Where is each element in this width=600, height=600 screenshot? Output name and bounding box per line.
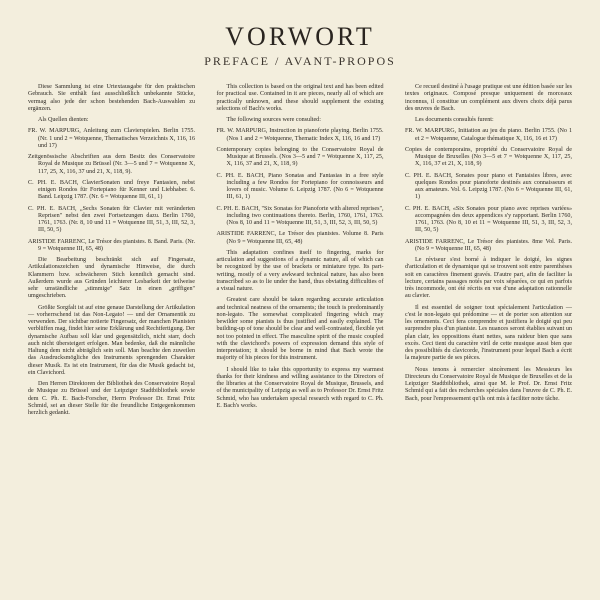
french-column — [405, 84, 572, 421]
english-source-3: C. PH. E. BACH, Piano Sonatas and Fantasias in a free style including a few Rondos for Fortepiano for connoisseurs and lovers of music. Volume 6. Leipzig 1787. (No 6 = Wotquenne III, 61, 1) — [216, 172, 384, 201]
english-source-1: FR. W. MARPURG, Instruction in pianoforte playing. Berlin 1755. (Nos 1 and 2 = Wotquenne, Thematic Index X, 116, 16 and 17) — [216, 128, 384, 142]
french-source-4: C. PH. E. BACH, «Six Sonates pour piano avec reprises variées» accompagnées des deux appendices s'y rapportant. Berlin 1760, 1761, 1763. (No 8, 10 et 11 = Wotquenne III, 51, 3, III, 52, 3, III, 50, 5) — [405, 205, 572, 234]
german-sources-heading: Als Quellen dienten: — [38, 117, 89, 123]
english-source-4: C. PH. E. BACH, "Six Sonatas for Pianoforte with altered reprises", including two continuations thereto. Berlin, 1760, 1761, 1763. (Nos 8, 10 and 11 = Wotquenne III, 51, 3, III, 52, 3, III, 50, 5) — [216, 205, 384, 226]
french-paragraph-4: Nous tenons à remercier sincèrement les Messieurs les Directeurs du Conservatoire Royal de Musique de Bruxelles et de la Leipziger Stadtbibliothek, ainsi que M. le Prof. Dr. Ernst Fritz Schmid qui a fait des recherches spéciales dans l'œuvre de C. Ph. E. Bach, pour l'empressement qu'ils ont mis à faciliter notre tâche. — [405, 366, 572, 402]
french-source-5: ARISTIDE FARRENC, Le Trésor des pianistes. 8me Vol. Paris. (No 9 = Wotquenne III, 65, 48) — [405, 238, 572, 252]
english-sources-heading: The following sources were consulted: — [226, 117, 321, 123]
german-source-2: Zeitgenössische Abschriften aus dem Besitz des Conservatoire Royal de Musique zu Brüssel (Nr. 3—5 und 7 = Wotquenne X, 117, 25, X, 116, 37 und 21, X, 118, 9). — [28, 154, 195, 175]
german-paragraph-4: Den Herren Direktoren der Bibliothek des Conservatoire Royal de Musique zu Brüssel und der Leipziger Stadtbibliothek sowie dem C. Ph. E. Bach-Forscher, Herrn Professor Dr. Ernst Fritz Schmid, sei an dieser Stelle für die freundliche Entgegenkommen herzlich gedankt. — [28, 381, 195, 416]
french-paragraph-2: Le réviseur s'est borné à indiquer le doigté, les signes d'articulation et de dynamique qui se trouvent soit entre parenthèses soit en caractères finement gravés. D'autre part, afin de faciliter la lecture, certains passages notés par voix séparées, ce qui en parfois très incommode, ont été récrits en vue d'une adaptation rationnelle au clavier. — [405, 257, 572, 300]
french-intro: Ce recueil destiné à l'usage pratique est une édition basée sur les textes originaux. Composé presque uniquement de morceaux inconnus, il constitue un complément aux divers choix déjà parus des œuvres de Bach. — [405, 84, 572, 112]
german-source-1: FR. W. MARPURG, Anleitung zum Clavierspielen. Berlin 1755. (Nr. 1 und 2 = Wotquenne, Thematisches Verzeichnis X, 116, 16 und 17) — [28, 128, 195, 149]
english-column — [217, 84, 384, 421]
french-sources-heading: Les documents consultés furent: — [415, 117, 494, 123]
french-paragraph-3: Il est essentiel de soigner tout spécialement l'articulation — c'est le non-legato qui prédomine — et de porter son attention sur les ornements. Ceci fera comprendre et justifiera le doigté qui peu surprendre plus d'un pianiste. Les nuances seront établies suivant un plan clair, les oppositions étant nettes, sans raideur bien que sans excès. Ceci tient du caractère viril de cette musique aussi bien que des possibilités du clavicorde, l'instrument pour lequel Bach a écrit la majeure partie de ses pièces. — [405, 304, 572, 362]
german-paragraph-3: Größte Sorgfalt ist auf eine genaue Darstellung der Artikulation — vorherrschend ist das Non-Legato! — und der Ornamentik zu verwenden. Der sichtbar notierte Fingersatz, der manchen Pianisten verblüffen mag, findet hier seine Erklärung und Rechtfertigung. Der dynamische Aufbau soll klar und gegensätzlich, nicht starr, doch auch nicht übersteigert erfolgen. Man bedenke, daß die männliche Haltung dem nicht abträglich sein soll. Man beachte den zuweilen das Ausdrucksmögliche des Instruments sprengenden Charakter dieser Musik. Es ist ein Instrument, für das die Musik gedacht ist, ein Clavichord. — [28, 304, 195, 376]
english-paragraph-2: This adaptation confines itself to fingering, marks for articulation and suggestions of a dynamic nature, all of which can be recognized by the use of brackets or miniature type. Its part-writing, mostly of a very awkward technical nature, has also been transcribed so as to lie under the hand, thus obviating difficulties of a visual nature. — [216, 249, 384, 292]
french-source-3: C. PH. E. BACH, Sonates pour piano et Fantaisies libres, avec quelques Rondos pour pianoforte destinés aux connaisseurs et aux amateurs. Vol. 6. Leipzig 1787. (No 6 = Wotquenne III, 61, 1) — [405, 172, 572, 201]
german-source-3: C. PH. E. BACH, ClavierSonaten und freye Fantasien, nebst einigen Rondos für Fortepiano für Kenner und Liebhaber. 6. Band. Leipzig 1787. (Nr. 6 = Wotquenne III, 61, 1) — [28, 179, 195, 201]
text-columns — [28, 84, 572, 421]
german-column — [28, 84, 195, 421]
german-intro: Diese Sammlung ist eine Urtextausgabe für den praktischen Gebrauch. Sie enthält fast ausschließlich unbekannte Stücke, vermag also jede der schon bestehenden Bach-Auswahlen zu ergänzen. — [28, 84, 195, 112]
german-source-4: C. PH. E. BACH, „Sechs Sonaten für Clavier mit veränderten Reprisen" nebst den zwei Fortsetzungen dazu. Berlin 1760, 1761, 1763. (Nr. 8, 10 und 11 = Wotquenne III, 51, 3, III, 52, 3, III, 50, 5) — [28, 205, 195, 234]
french-source-1: FR. W. MARPURG, Initiation au jeu du piano. Berlin 1755. (No 1 et 2 = Wotquenne, Catalogue thématique X, 116, 16 et 17) — [405, 128, 572, 142]
english-source-5: ARISTIDE FARRENC, Le Trésor des pianistes. Volume 8. Paris (No 9 = Wotquenne III, 65, 48) — [216, 231, 384, 245]
english-source-2: Contemporary copies belonging to the Conservatoire Royal de Musique at Brussels. (Nos 3—5 and 7 = Wotquenne X, 117, 25, X, 116, 37 and 21, X, 118, 9) — [216, 146, 384, 168]
page-title: VORWORT — [225, 22, 375, 51]
page-subtitle: PREFACE / AVANT-PROPOS — [204, 54, 396, 68]
english-intro: This collection is based on the original text and has been edited for practical use. Contained in it are pieces, nearly all of which are practically unknown, and these should supplement the existing selections of Bach's works. — [216, 84, 384, 112]
english-paragraph-4: I should like to take this opportunity to express my warmest thanks for their kindness and willing assistance to the Directors of the libraries at the Conservatoire Royal de Musique, Brussels, and of the municipality of Leipzig as well as to Professor Dr. Ernst Fritz Schmid, who has undertaken special research with regard to C. Ph. E. Bach's works. — [216, 366, 384, 409]
german-source-5: ARISTIDE FARRENC, Le Trésor des pianistes. 8. Band. Paris. (Nr. 9 = Wotquenne III, 65, 48) — [28, 238, 195, 252]
english-paragraph-3: Greatest care should be taken regarding accurate articulation and technical neatness of the ornaments; the touch is predominantly non-legato. The somewhat complicated fingering which may bewilder some pianists is thus justified and easily explained. The building-up of tone should be clear and well-contrasted, flexible yet not too pointed in effect. The masculine spirit of the music coupled with the clavichord's powers of expression demand this style of interpretation; it should be borne in mind that Bach wrote the majority of his pieces for this instrument. — [216, 297, 384, 362]
german-paragraph-2: Die Bearbeitung beschränkt sich auf Fingersatz, Artikulationszeichen und dynamische Hinweise, die durch Klammern bzw. schwächeren Stich kenntlich gemacht sind. Außerdem wurde aus Gründen leichterer Lesbarkeit der teilweise sehr umständliche „stimmige" Satz in einen „griffigen" umgeschrieben. — [28, 257, 195, 300]
french-source-2: Copies de contemporains, propriété du Conservatoire Royal de Musique de Bruxelles (No 3—5 et 7 = Wotquenne X, 117, 25, X, 116, 37 et 21, X, 118, 9) — [405, 146, 572, 168]
